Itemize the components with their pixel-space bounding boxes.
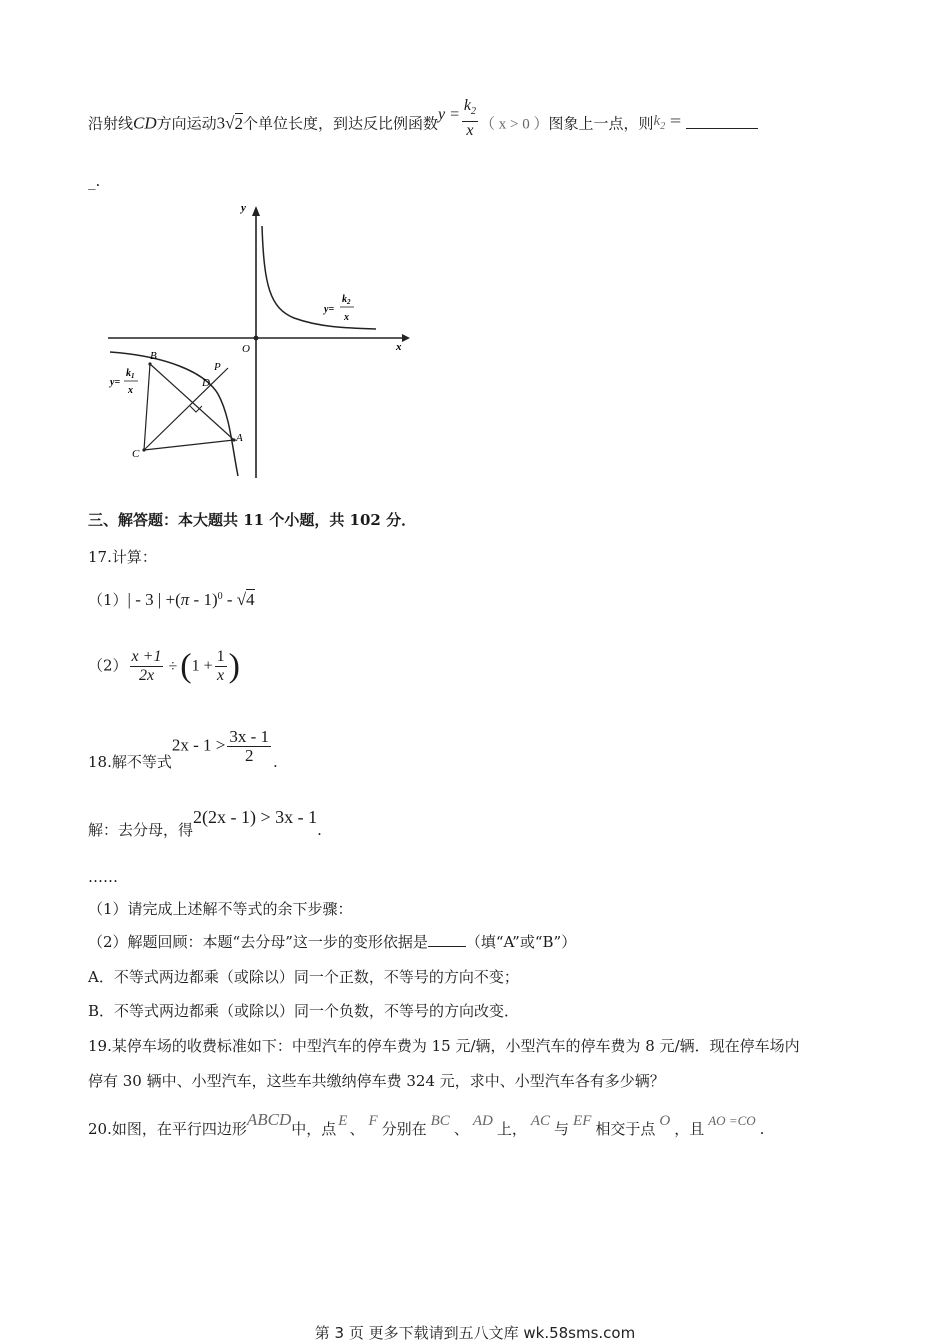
paren-right: ): [228, 647, 240, 685]
period: .: [759, 1120, 765, 1138]
y-axis-arrow: [252, 206, 260, 216]
inequality-left: 2x - 1 >: [171, 735, 226, 755]
text-segment: 上，: [496, 1120, 527, 1138]
k2-curve-label: $k_2$: [342, 294, 351, 306]
k2-x-den: x: [344, 312, 349, 323]
segment-ad: AD: [472, 1113, 493, 1129]
sqrt-radicand: 2: [234, 113, 243, 133]
option-b: B．不等式两边都乘（或除以）同一个负数，不等号的方向改变．: [88, 1002, 520, 1020]
point-e: E: [338, 1113, 348, 1129]
part2-text: （2）解题回顾：本题“去分母”这一步的变形依据是: [88, 933, 428, 951]
part-label: （1）: [88, 591, 128, 609]
expr-minus: -: [222, 590, 237, 609]
part-label: （2）: [88, 656, 128, 675]
expr-abs: | - 3 | +(: [127, 590, 181, 609]
k2-symbol: $k_2$: [653, 112, 666, 132]
expr-minus-one: - 1): [189, 590, 218, 609]
segment-ef: EF: [573, 1113, 592, 1129]
text-segment: ，且: [674, 1120, 705, 1138]
label-b: B: [150, 350, 157, 362]
label-c: C: [132, 448, 140, 460]
k1-y-eq: y=: [110, 377, 121, 388]
hyperbola-branch-k2: [262, 226, 376, 329]
separator: 、: [453, 1120, 469, 1138]
k2-over-x-fraction: $\frac{k_2}{x}$: [463, 97, 477, 140]
text-segment: 与: [554, 1120, 570, 1138]
q18-part1: （1）请完成上述解不等式的余下步骤：: [88, 900, 353, 918]
text-segment: 中，点: [291, 1120, 337, 1138]
sqrt-symbol: √: [225, 113, 235, 133]
hyperbola-figure: [104, 196, 414, 486]
parallelogram-abcd: ABCD: [246, 1110, 292, 1129]
point-f: F: [368, 1113, 378, 1129]
text-segment: 沿射线: [88, 114, 134, 133]
q17-title: 17.计算：: [88, 548, 157, 566]
separator: 、: [349, 1120, 365, 1138]
text-segment: 个单位长度，到达反比例函数: [243, 114, 439, 133]
label-a: A: [236, 432, 243, 444]
question-continuation-line: [88, 97, 758, 146]
k2-y-eq: y=: [324, 304, 335, 315]
sqrt-symbol: √: [236, 590, 247, 609]
segment-ca: [144, 440, 234, 450]
fraction-3x-minus-1-over-2: $\frac{3x - 1}{2}$: [229, 727, 270, 765]
text-segment: 图象上一点，则: [548, 114, 654, 133]
q18-title: 18.解不等式: [88, 752, 172, 771]
period: .: [317, 821, 322, 839]
pi-symbol: π: [180, 590, 190, 609]
page-footer: 第 3 页 更多下载请到五八文库 wk.58sms.com: [314, 1324, 636, 1342]
condition-ao-co: AO =CO: [708, 1113, 756, 1128]
k1-x-den: x: [128, 385, 133, 396]
ray-cp: [144, 368, 228, 450]
label-p: P: [214, 361, 221, 373]
q18-statement: [88, 727, 278, 771]
q20-statement: [88, 1110, 765, 1141]
period: .: [273, 752, 278, 771]
label-d: D: [202, 377, 210, 389]
q18-part2: [88, 931, 576, 953]
option-a: A．不等式两边都乘（或除以）同一个正数，不等号的方向不变；: [88, 968, 519, 986]
blank-tail: _.: [88, 172, 101, 190]
origin-point: [254, 336, 259, 341]
k1-curve-label: $k_1$: [126, 368, 135, 380]
section-heading: 三、解答题：本大题共 11 个小题，共 102 分．: [88, 511, 417, 529]
solution-label: 解：去分母，得: [88, 821, 194, 839]
q19-line2: 停有 30 辆中、小型汽车，这些车共缴纳停车费 324 元，求中、小型汽车各有多少辆？: [88, 1072, 665, 1090]
text-segment: 20.如图，在平行四边形: [88, 1120, 247, 1138]
answer-blank: [428, 932, 466, 947]
point-b: [148, 362, 151, 365]
point-o: O: [659, 1113, 671, 1129]
q19-line1: 19.某停车场的收费标准如下：中型汽车的停车费为 15 元/辆，小型汽车的停车费为 8 元/辆．现在停车场内: [88, 1037, 800, 1055]
text-segment: 相交于点: [595, 1120, 656, 1138]
domain-condition: （ x > 0 ）: [480, 116, 549, 133]
x-axis-label: x: [396, 341, 402, 353]
y-equals: y =: [438, 105, 460, 123]
segment-cd: CD: [133, 113, 157, 133]
text-segment: 分别在: [381, 1120, 427, 1138]
x-axis-arrow: [402, 334, 410, 342]
solution-expr: 2(2x - 1) > 3x - 1: [193, 807, 318, 827]
q18-solution: [88, 806, 322, 839]
ellipsis: ……: [88, 868, 118, 886]
origin-label: O: [242, 343, 250, 355]
text-segment: 方向运动: [156, 114, 217, 133]
sqrt-radicand: 4: [246, 590, 255, 609]
part2-hint: （填“A”或“B”）: [465, 933, 577, 951]
coefficient-three: 3: [216, 113, 226, 133]
exponent-zero: 0: [217, 591, 223, 602]
q17-part1: [88, 586, 255, 611]
one-plus: 1 +: [191, 657, 213, 675]
point-c: [142, 448, 145, 451]
equals-sign: =: [669, 110, 682, 129]
q17-part2: [88, 648, 240, 685]
segment-ac: AC: [530, 1113, 551, 1129]
divide-sign: ÷: [168, 657, 178, 675]
segment-bc: [144, 364, 150, 450]
fraction-x-plus-1-over-2x: $\frac{x +1}{2x}$: [131, 648, 162, 684]
answer-blank: [686, 114, 758, 129]
y-axis-label: y: [241, 202, 246, 214]
segment-bc: BC: [430, 1113, 450, 1129]
fraction-one-over-x: $\frac{1}{x}$: [216, 648, 225, 684]
paren-left: (: [180, 647, 192, 685]
